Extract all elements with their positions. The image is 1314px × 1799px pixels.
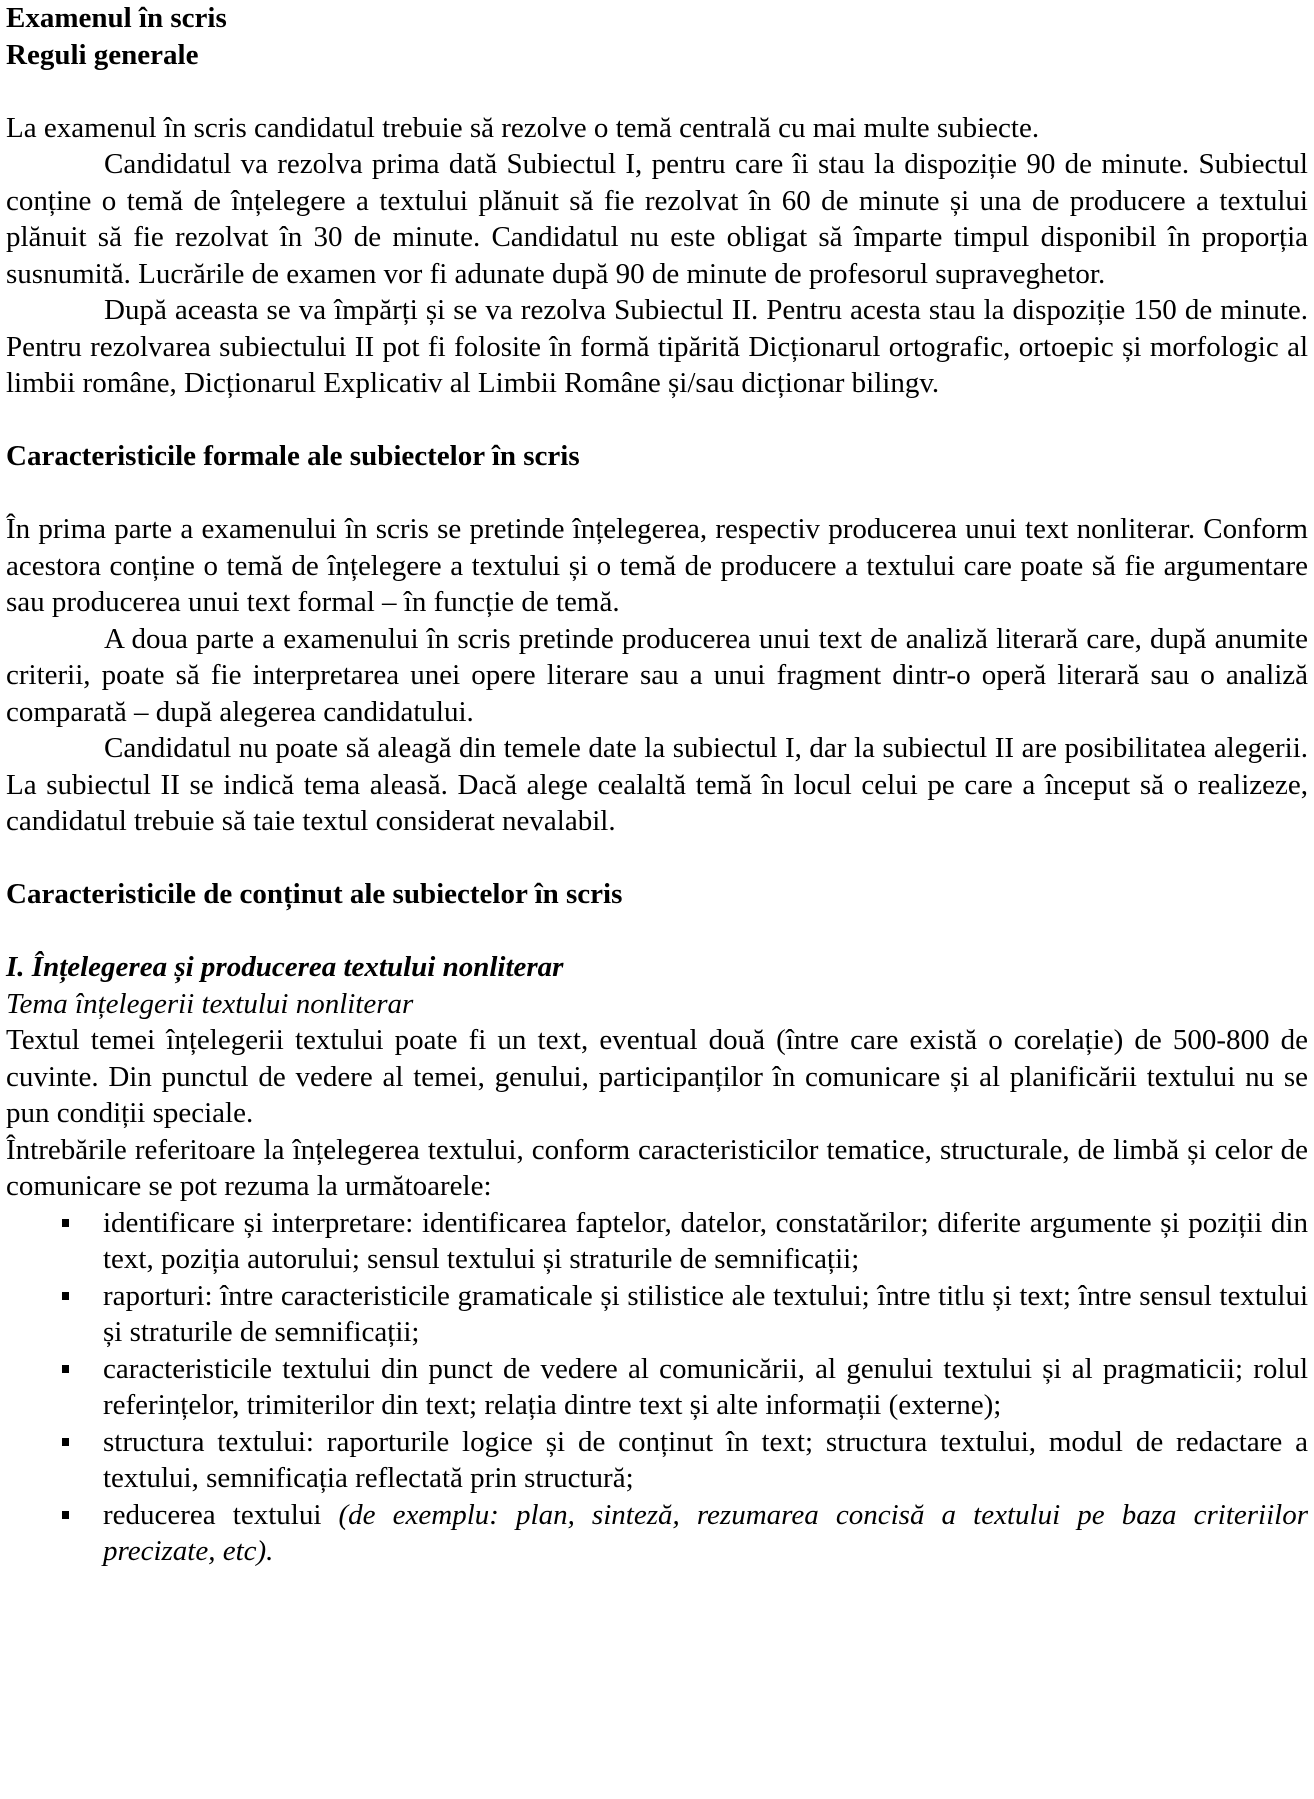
spacer: [6, 402, 1308, 439]
spacer: [6, 913, 1308, 950]
list-item: [6, 1205, 1308, 1278]
list-item: [6, 1497, 1308, 1570]
list-item: [6, 1424, 1308, 1497]
formal-paragraph-2: A doua parte a examenului în scris pretinde producerea unui text de analiză literară care, după anumite criterii, poate să fie interpretarea unei opere literare sau a unui fragment dintr-o operă literară sau o analiză comparată – după alegerea candidatului.: [6, 622, 1308, 728]
document-title: Examenul în scris: [6, 2, 227, 34]
spacer: [6, 475, 1308, 512]
bullet-icon: [62, 1365, 69, 1373]
content-paragraph-2: Întrebările referitoare la înțelegerea textului, conform caracteristicilor tematice, structurale, de limbă și celor de comunicare se pot rezuma la următoarele:: [6, 1133, 1308, 1202]
formal-paragraph-1: În prima parte a examenului în scris se pretinde înțelegerea, respectiv producerea unui text nonliterar. Conform acestora conține o temă de înțelegere a textului și o temă de producere a textului care poate să fie argumentare sau producerea unui text formal – în funcție de temă.: [6, 513, 1308, 618]
bullet-icon: [62, 1511, 69, 1519]
spacer: [6, 840, 1308, 877]
general-paragraph-2: Candidatul va rezolva prima dată Subiectul I, pentru care îi stau la dispoziție 90 de minute. Subiectul conține o temă de înțelegere a textului plănuit să fie rezolvat în 60 de minute și una de producere a textului plănuit să fie rezolvat în 30 de minute. Candidatul nu este obligat să împarte timpul disponibil în proporția susnumită. Lucrările de examen vor fi adunate după 90 de minute de profesorul supraveghetor.: [6, 148, 1308, 290]
formal-paragraph-3: Candidatul nu poate să aleagă din temele date la subiectul I, dar la subiectul II are posibilitatea alegerii. La subiectul II se indică tema aleasă. Dacă alege cealaltă temă în locul celui pe care a început să o realizeze, candidatul trebuie să taie textul considerat nevalabil.: [6, 732, 1308, 837]
content-heading: Caracteristicile de conținut ale subiectelor în scris: [6, 878, 623, 910]
general-paragraph-3: După aceasta se va împărți și se va rezolva Subiectul II. Pentru acesta stau la dispoziție 150 de minute. Pentru rezolvarea subiectului II pot fi folosite în formă tipărită Dicționarul ortografic, ortoepic și morfologic al limbii române, Dicționarul Explicativ al Limbii Române și/sau dicționar bilingv.: [6, 294, 1308, 399]
list-item-text: reducerea textului: [103, 1498, 339, 1531]
question-list: [6, 1205, 1308, 1570]
section-subtitle: Tema înțelegerii textului nonliterar: [6, 987, 414, 1020]
bullet-icon: [62, 1219, 69, 1227]
list-item-text: identificare și interpretare: identificarea faptelor, datelor, constatărilor; diferite argumente și poziții din text, poziția autorului; sensul textului și straturile de semnificații;: [103, 1206, 1308, 1275]
document-page: [6, 0, 1308, 1570]
bullet-icon: [62, 1292, 69, 1300]
general-paragraph-1: La examenul în scris candidatul trebuie să rezolve o temă centrală cu mai multe subiecte.: [6, 111, 1040, 144]
list-item: [6, 1278, 1308, 1351]
list-item: [6, 1351, 1308, 1424]
spacer: [6, 73, 1308, 110]
section-title: I. Înțelegerea și producerea textului nonliterar: [6, 951, 564, 983]
formal-heading: Caracteristicile formale ale subiectelor în scris: [6, 440, 580, 472]
list-item-italic-text: (de exemplu: plan, sinteză, rezumarea concisă a textului pe baza criteriilor precizate, etc).: [103, 1498, 1308, 1567]
list-item-text: caracteristicile textului din punct de vedere al comunicării, al genului textului și al pragmaticii; rolul referințelor, trimiterilor din text; relația dintre text și alte informații (externe);: [103, 1352, 1308, 1421]
document-subtitle: Reguli generale: [6, 38, 199, 71]
content-paragraph-1: Textul temei înțelegerii textului poate fi un text, eventual două (între care există o corelație) de 500-800 de cuvinte. Din punctul de vedere al temei, genului, participanților în comunicare și al planificării textului nu se pun condiții speciale.: [6, 1024, 1308, 1129]
list-item-text: raporturi: între caracteristicile gramaticale și stilistice ale textului; între titlu și text; între sensul textului și straturile de semnificații;: [103, 1279, 1308, 1348]
bullet-icon: [62, 1438, 69, 1446]
list-item-text: structura textului: raporturile logice și de conținut în text; structura textului, modul de redactare a textului, semnificația reflectată prin structură;: [103, 1425, 1308, 1494]
